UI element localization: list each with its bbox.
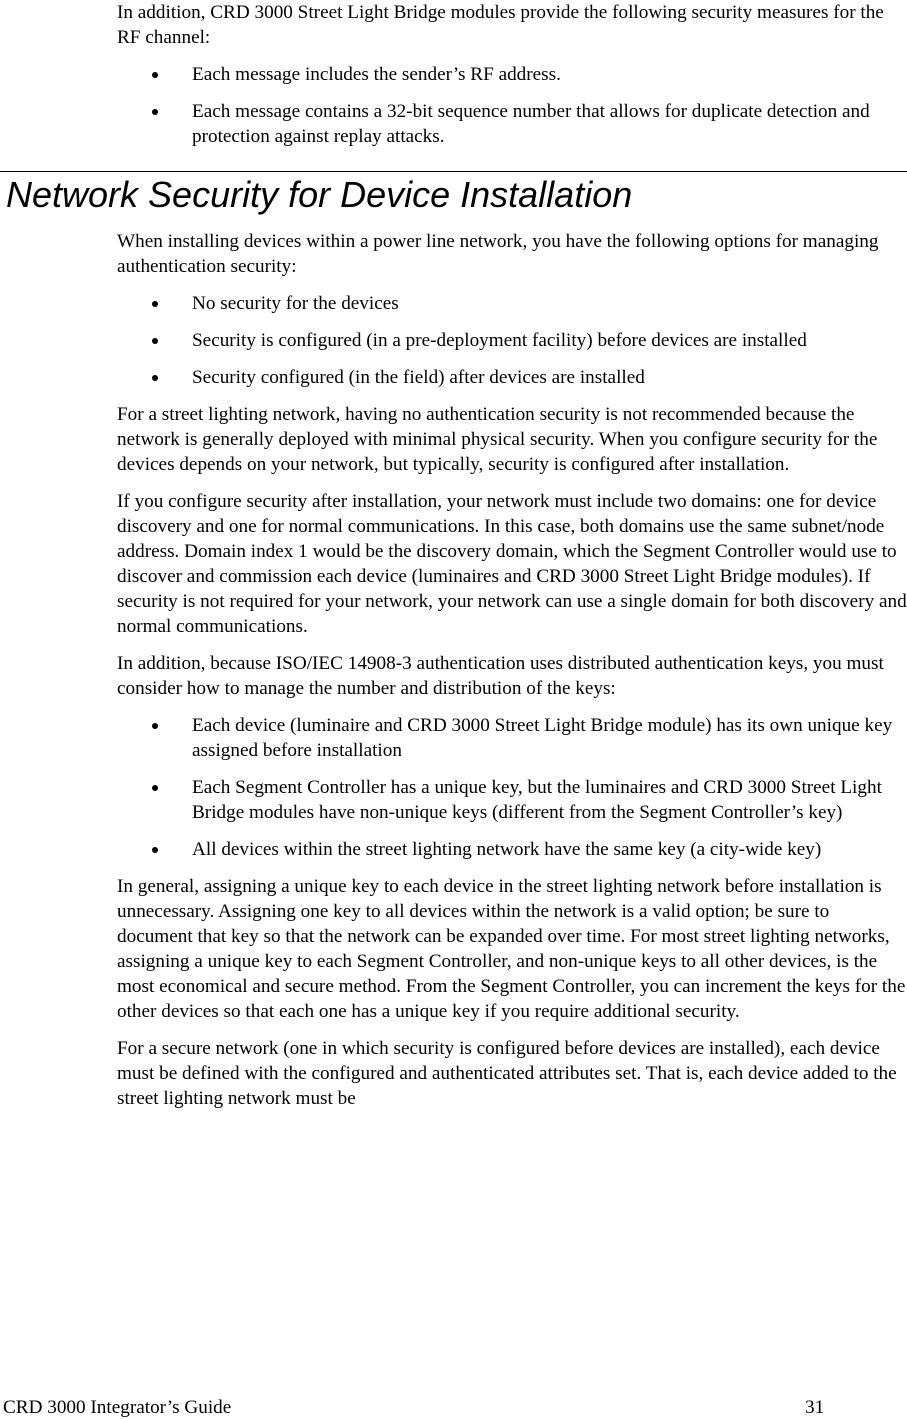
footer-page-number: 31 [805,1397,825,1418]
list-item-text: Each device (luminaire and CRD 3000 Street Light Bridge module) has its own unique key assigned before installation [192,715,893,761]
paragraph: When installing devices within a power line network, you have the following options for managing authentication security: [117,231,879,277]
list-item [117,291,907,316]
paragraph: For a secure network (one in which security is configured before devices are installed), each device must be defined with the configured and authenticated attributes set. That is, each device added to the street lighting network must be [117,1038,897,1109]
bullet-icon [152,301,158,307]
bullet-icon [152,847,158,853]
list-item [117,713,907,763]
key-options-list [117,713,907,862]
paragraph: In addition, because ISO/IEC 14908-3 authentication uses distributed authentication keys, you must consider how to manage the number and distribution of the keys: [117,653,884,699]
bullet-icon [152,72,158,78]
bullet-icon [152,785,158,791]
list-item-text: No security for the devices [192,293,399,314]
list-item-text: Each message includes the sender’s RF address. [192,64,561,85]
list-item [117,365,907,390]
rf-security-list [117,62,907,149]
list-item [117,837,907,862]
paragraph: For a street lighting network, having no authentication security is not recommended because the network is generally deployed with minimal physical security. When you configure security for the devices depends on your network, but typically, security is configured after installation. [117,404,878,475]
list-item [117,62,907,87]
bullet-icon [152,338,158,344]
list-item-text: Security is configured (in a pre-deployment facility) before devices are installed [192,330,807,351]
paragraph: In general, assigning a unique key to each device in the street lighting network before installation is unnecessary. Assigning one key to all devices within the network is a valid option; be sure to document that key so that the network can be expanded over time. For most street lighting networks, assigning a unique key to each Segment Controller, and non-unique keys to all other devices, is the most economical and secure method. From the Segment Controller, you can increment the keys for the other devices so that each one has a unique key if you require additional security. [117,876,906,1022]
list-item-text: All devices within the street lighting network have the same key (a city-wide key) [192,839,822,860]
list-item [117,775,907,825]
bullet-icon [152,723,158,729]
list-item [117,99,907,149]
section-divider [0,171,907,172]
list-item [117,328,907,353]
intro-block [117,0,907,161]
paragraph: If you configure security after installation, your network must include two domains: one for device discovery and one for normal communications. In this case, both domains use the same subnet/node address. Domain index 1 would be the discovery domain, which the Segment Controller would use to discover and commission each device (luminaires and CRD 3000 Street Light Bridge modules). If security is not required for your network, your network can use a single domain for both discovery and normal communications. [117,491,907,637]
security-options-list [117,291,907,390]
list-item-text: Security configured (in the field) after devices are installed [192,367,645,388]
section-body [117,229,907,1123]
footer-document-title: CRD 3000 Integrator’s Guide [3,1397,232,1418]
bullet-icon [152,375,158,381]
list-item-text: Each message contains a 32-bit sequence number that allows for duplicate detection and protection against replay attacks. [192,101,870,147]
list-item-text: Each Segment Controller has a unique key, but the luminaires and CRD 3000 Street Light Bridge modules have non-unique keys (different from the Segment Controller’s key) [192,777,882,823]
intro-paragraph: In addition, CRD 3000 Street Light Bridge modules provide the following security measures for the RF channel: [117,2,884,48]
bullet-icon [152,109,158,115]
section-heading: Network Security for Device Installation [6,174,633,215]
